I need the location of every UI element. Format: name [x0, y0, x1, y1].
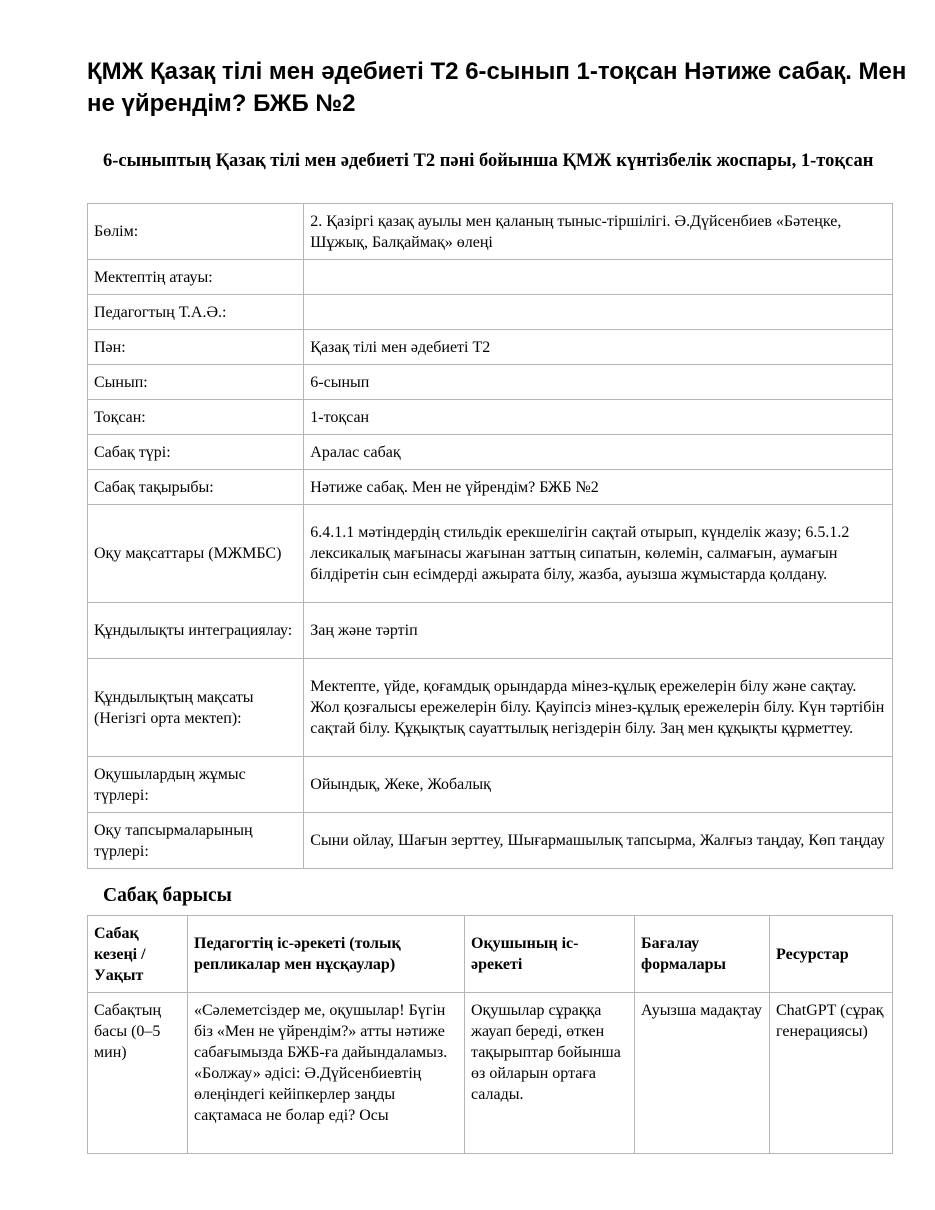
- info-value: Сыни ойлау, Шағын зерттеу, Шығармашылық тапсырма, Жалғыз таңдау, Көп таңдау: [304, 813, 893, 869]
- info-label: Құндылықты интеграциялау:: [88, 603, 304, 659]
- info-value: [304, 260, 893, 295]
- section-heading: Сабақ барысы: [103, 885, 232, 906]
- lesson-progress-table: [87, 915, 893, 1154]
- info-value: 6.4.1.1 мәтіндердің стильдік ерекшелігін сақтай отырып, күнделік жазу; 6.5.1.2 лексикалық мағынасы жағынан заттың сипатын, көлемін, салмағын, аумағын білдіретін сын есімдерді ажырата білу, жазба, ауызша жұмыстарда қолдану.: [304, 505, 893, 603]
- info-value: 6-сынып: [304, 365, 893, 400]
- info-value: [304, 295, 893, 330]
- info-label: Бөлім:: [88, 204, 304, 260]
- info-label: Оқушылардың жұмыс түрлері:: [88, 757, 304, 813]
- table-row: [88, 260, 893, 295]
- table-cell: Ауызша мадақтау: [635, 993, 770, 1154]
- table-row: [88, 295, 893, 330]
- info-value: Нәтиже сабақ. Мен не үйрендім? БЖБ №2: [304, 470, 893, 505]
- info-label: Сабақ түрі:: [88, 435, 304, 470]
- info-label: Мектептің атауы:: [88, 260, 304, 295]
- table-row: [88, 813, 893, 869]
- table-row: [88, 659, 893, 757]
- info-label: Педагогтың Т.А.Ә.:: [88, 295, 304, 330]
- info-value: 2. Қазіргі қазақ ауылы мен қаланың тыныс-тіршілігі. Ә.Дүйсенбиев «Бәтеңке, Шұжық, Балқаймақ» өлеңі: [304, 204, 893, 260]
- table-row: [88, 505, 893, 603]
- column-header: Оқушының іс-әрекеті: [465, 916, 635, 993]
- table-row: [88, 435, 893, 470]
- info-value: 1-тоқсан: [304, 400, 893, 435]
- table-row: [88, 757, 893, 813]
- info-label: Оқу мақсаттары (МЖМБС): [88, 505, 304, 603]
- document-subtitle: 6-сыныптың Қазақ тілі мен әдебиеті Т2 пәні бойынша ҚМЖ күнтізбелік жоспары, 1-тоқсан: [103, 151, 874, 171]
- table-row: [88, 993, 893, 1154]
- table-cell: Сабақтың басы (0–5 мин): [88, 993, 188, 1154]
- info-label: Оқу тапсырмаларының түрлері:: [88, 813, 304, 869]
- page-title: ҚМЖ Қазақ тілі мен әдебиеті Т2 6-сынып 1-тоқсан Нәтиже сабақ. Мен не үйрендім? БЖБ №2: [87, 58, 907, 117]
- table-row: [88, 603, 893, 659]
- table-cell: ChatGPT (сұрақ генерациясы): [770, 993, 893, 1154]
- table-cell: «Сәлеметсіздер ме, оқушылар! Бүгін біз «Мен не үйрендім?» атты нәтиже сабағымызда БЖБ-ға дайындаламыз. «Болжау» әдісі: Ә.Дүйсенбиевтің өлеңіндегі кейіпкерлер заңды сақтамаса не болар еді? Осы: [188, 993, 465, 1154]
- column-header: Педагогтің іс-әрекеті (толық репликалар мен нұсқаулар): [188, 916, 465, 993]
- column-header: Бағалау формалары: [635, 916, 770, 993]
- info-label: Тоқсан:: [88, 400, 304, 435]
- info-value: Заң және тәртіп: [304, 603, 893, 659]
- info-label: Сабақ тақырыбы:: [88, 470, 304, 505]
- info-value: Қазақ тілі мен әдебиеті Т2: [304, 330, 893, 365]
- info-value: Аралас сабақ: [304, 435, 893, 470]
- table-header-row: [88, 916, 893, 993]
- column-header: Сабақ кезеңі / Уақыт: [88, 916, 188, 993]
- table-row: [88, 470, 893, 505]
- column-header: Ресурстар: [770, 916, 893, 993]
- table-row: [88, 330, 893, 365]
- table-row: [88, 400, 893, 435]
- info-value: Ойындық, Жеке, Жобалық: [304, 757, 893, 813]
- table-row: [88, 365, 893, 400]
- lesson-info-table: [87, 203, 893, 869]
- info-label: Сынып:: [88, 365, 304, 400]
- info-label: Құндылықтың мақсаты (Негізгі орта мектеп):: [88, 659, 304, 757]
- table-row: [88, 204, 893, 260]
- info-value: Мектепте, үйде, қоғамдық орындарда мінез-құлық ережелерін білу және сақтау. Жол қозғалысы ережелерін білу. Қауіпсіз мінез-құлық ережелерін білу. Күн тәртібін сақтай білу. Құқықтық сауаттылық негіздерін білу. Заң мен құқықты құрметтеу.: [304, 659, 893, 757]
- table-cell: Оқушылар сұраққа жауап береді, өткен тақырыптар бойынша өз ойларын ортаға салады.: [465, 993, 635, 1154]
- info-label: Пән:: [88, 330, 304, 365]
